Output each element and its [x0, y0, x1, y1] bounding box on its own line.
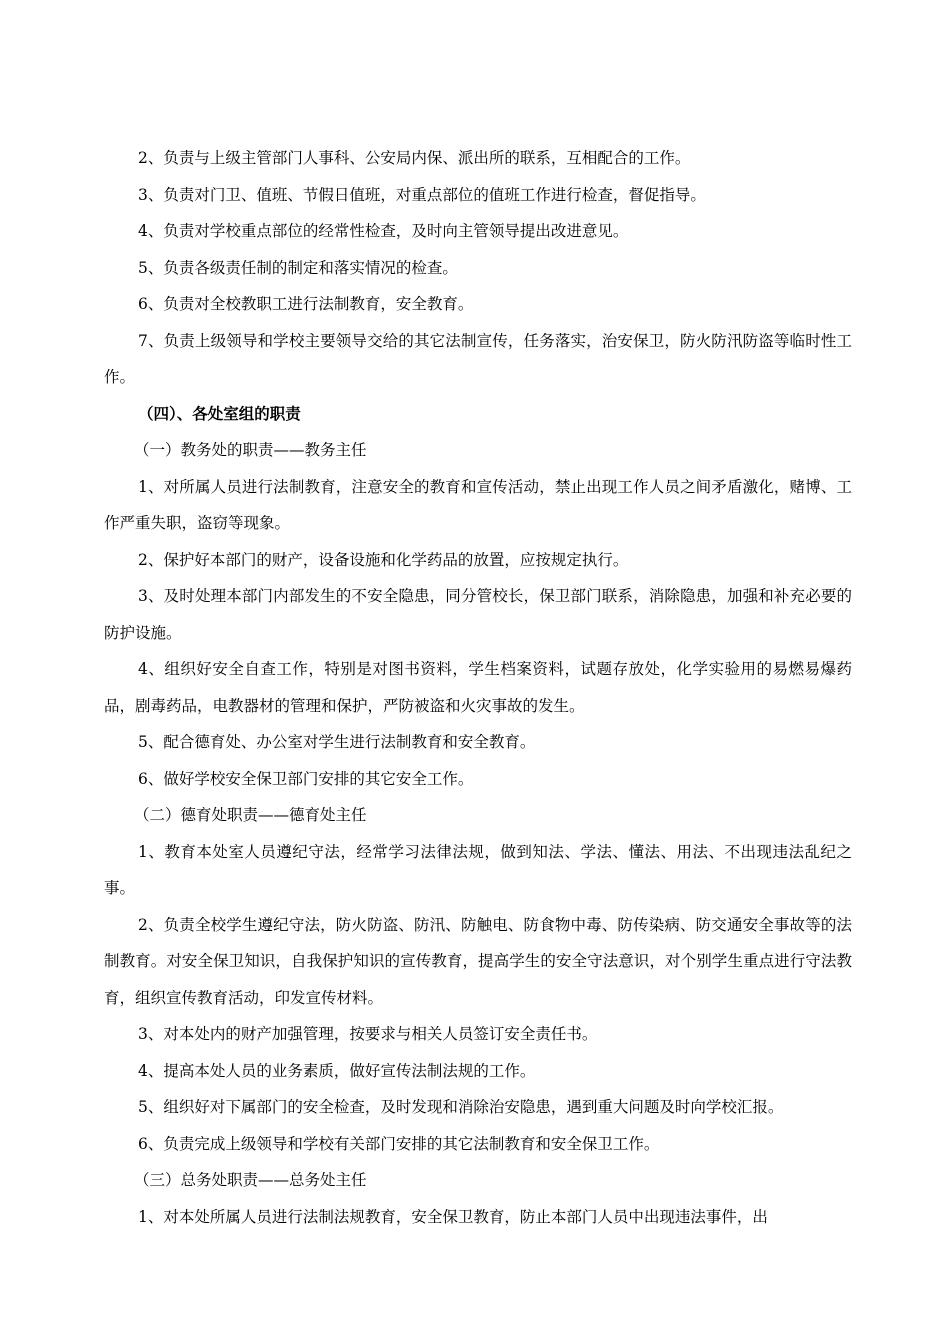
- paragraph-duty-5: 5、负责各级责任制的制定和落实情况的检查。: [138, 258, 458, 277]
- paragraph-academic-3: 3、及时处理本部门内部发生的不安全隐患，同分管校长，保卫部门联系，消除隐患，加强和补充必要的防护设施。: [104, 587, 852, 642]
- paragraph-academic-4: 4、组织好安全自查工作，特别是对图书资料，学生档案资料，试题存放处，化学实验用的易燃易爆药品，剧毒药品，电教器材的管理和保护，严防被盗和火灾事故的发生。: [104, 660, 852, 715]
- paragraph-academic-5: 5、配合德育处、办公室对学生进行法制教育和安全教育。: [138, 733, 536, 751]
- paragraph-moral-3: 3、对本处内的财产加强管理，按要求与相关人员签订安全责任书。: [138, 1025, 598, 1043]
- paragraph-academic-2: 2、保护好本部门的财产，设备设施和化学药品的放置，应按规定执行。: [138, 550, 629, 569]
- paragraph-duty-7: 7、负责上级领导和学校主要领导交给的其它法制宣传，任务落实，治安保卫，防火防汛防盗等临时性工作。: [104, 331, 852, 386]
- subsection-heading-academic: （一）教务处的职责——教务主任: [134, 441, 367, 459]
- section-heading: （四）、各处室组的职责: [138, 403, 301, 423]
- paragraph-moral-6: 6、负责完成上级领导和学校有关部门安排的其它法制教育和安全保卫工作。: [138, 1134, 660, 1153]
- subsection-heading-moral: （二）德育处职责——德育处主任: [134, 806, 367, 824]
- paragraph-academic-6: 6、做好学校安全保卫部门安排的其它安全工作。: [138, 769, 474, 788]
- paragraph-moral-4: 4、提高本处人员的业务素质，做好宣传法制法规的工作。: [138, 1061, 536, 1080]
- paragraph-duty-4: 4、负责对学校重点部位的经常性检查，及时向主管领导提出改进意见。: [138, 222, 629, 240]
- document-page: [104, 140, 852, 1235]
- paragraph-moral-2: 2、负责全校学生遵纪守法，防火防盗、防汛、防触电、防食物中毒、防传染病、防交通安全事故等的法制教育。对安全保卫知识，自我保护知识的宣传教育，提高学生的安全守法意识，对个别学生重点进行守法教育，组织宣传教育活动，印发宣传材料。: [104, 915, 852, 1007]
- paragraph-duty-3: 3、负责对门卫、值班、节假日值班，对重点部位的值班工作进行检查，督促指导。: [138, 185, 706, 204]
- paragraph-duty-6: 6、负责对全校教职工进行法制教育，安全教育。: [138, 295, 474, 313]
- paragraph-academic-1: 1、对所属人员进行法制教育，注意安全的教育和宣传活动，禁止出现工作人员之间矛盾激化，赌博、工作严重失职，盗窃等现象。: [104, 477, 852, 532]
- paragraph-general-1: 1、对本处所属人员进行法制法规教育，安全保卫教育，防止本部门人员中出现违法事件，出: [138, 1207, 768, 1226]
- paragraph-duty-2: 2、负责与上级主管部门人事科、公安局内保、派出所的联系，互相配合的工作。: [138, 149, 691, 167]
- paragraph-moral-1: 1、教育本处室人员遵纪守法，经常学习法律法规，做到知法、学法、懂法、用法、不出现违法乱纪之事。: [104, 842, 852, 897]
- subsection-heading-general: （三）总务处职责——总务处主任: [134, 1171, 367, 1189]
- paragraph-moral-5: 5、组织好对下属部门的安全检查，及时发现和消除治安隐患，遇到重大问题及时向学校汇报。: [138, 1098, 784, 1116]
